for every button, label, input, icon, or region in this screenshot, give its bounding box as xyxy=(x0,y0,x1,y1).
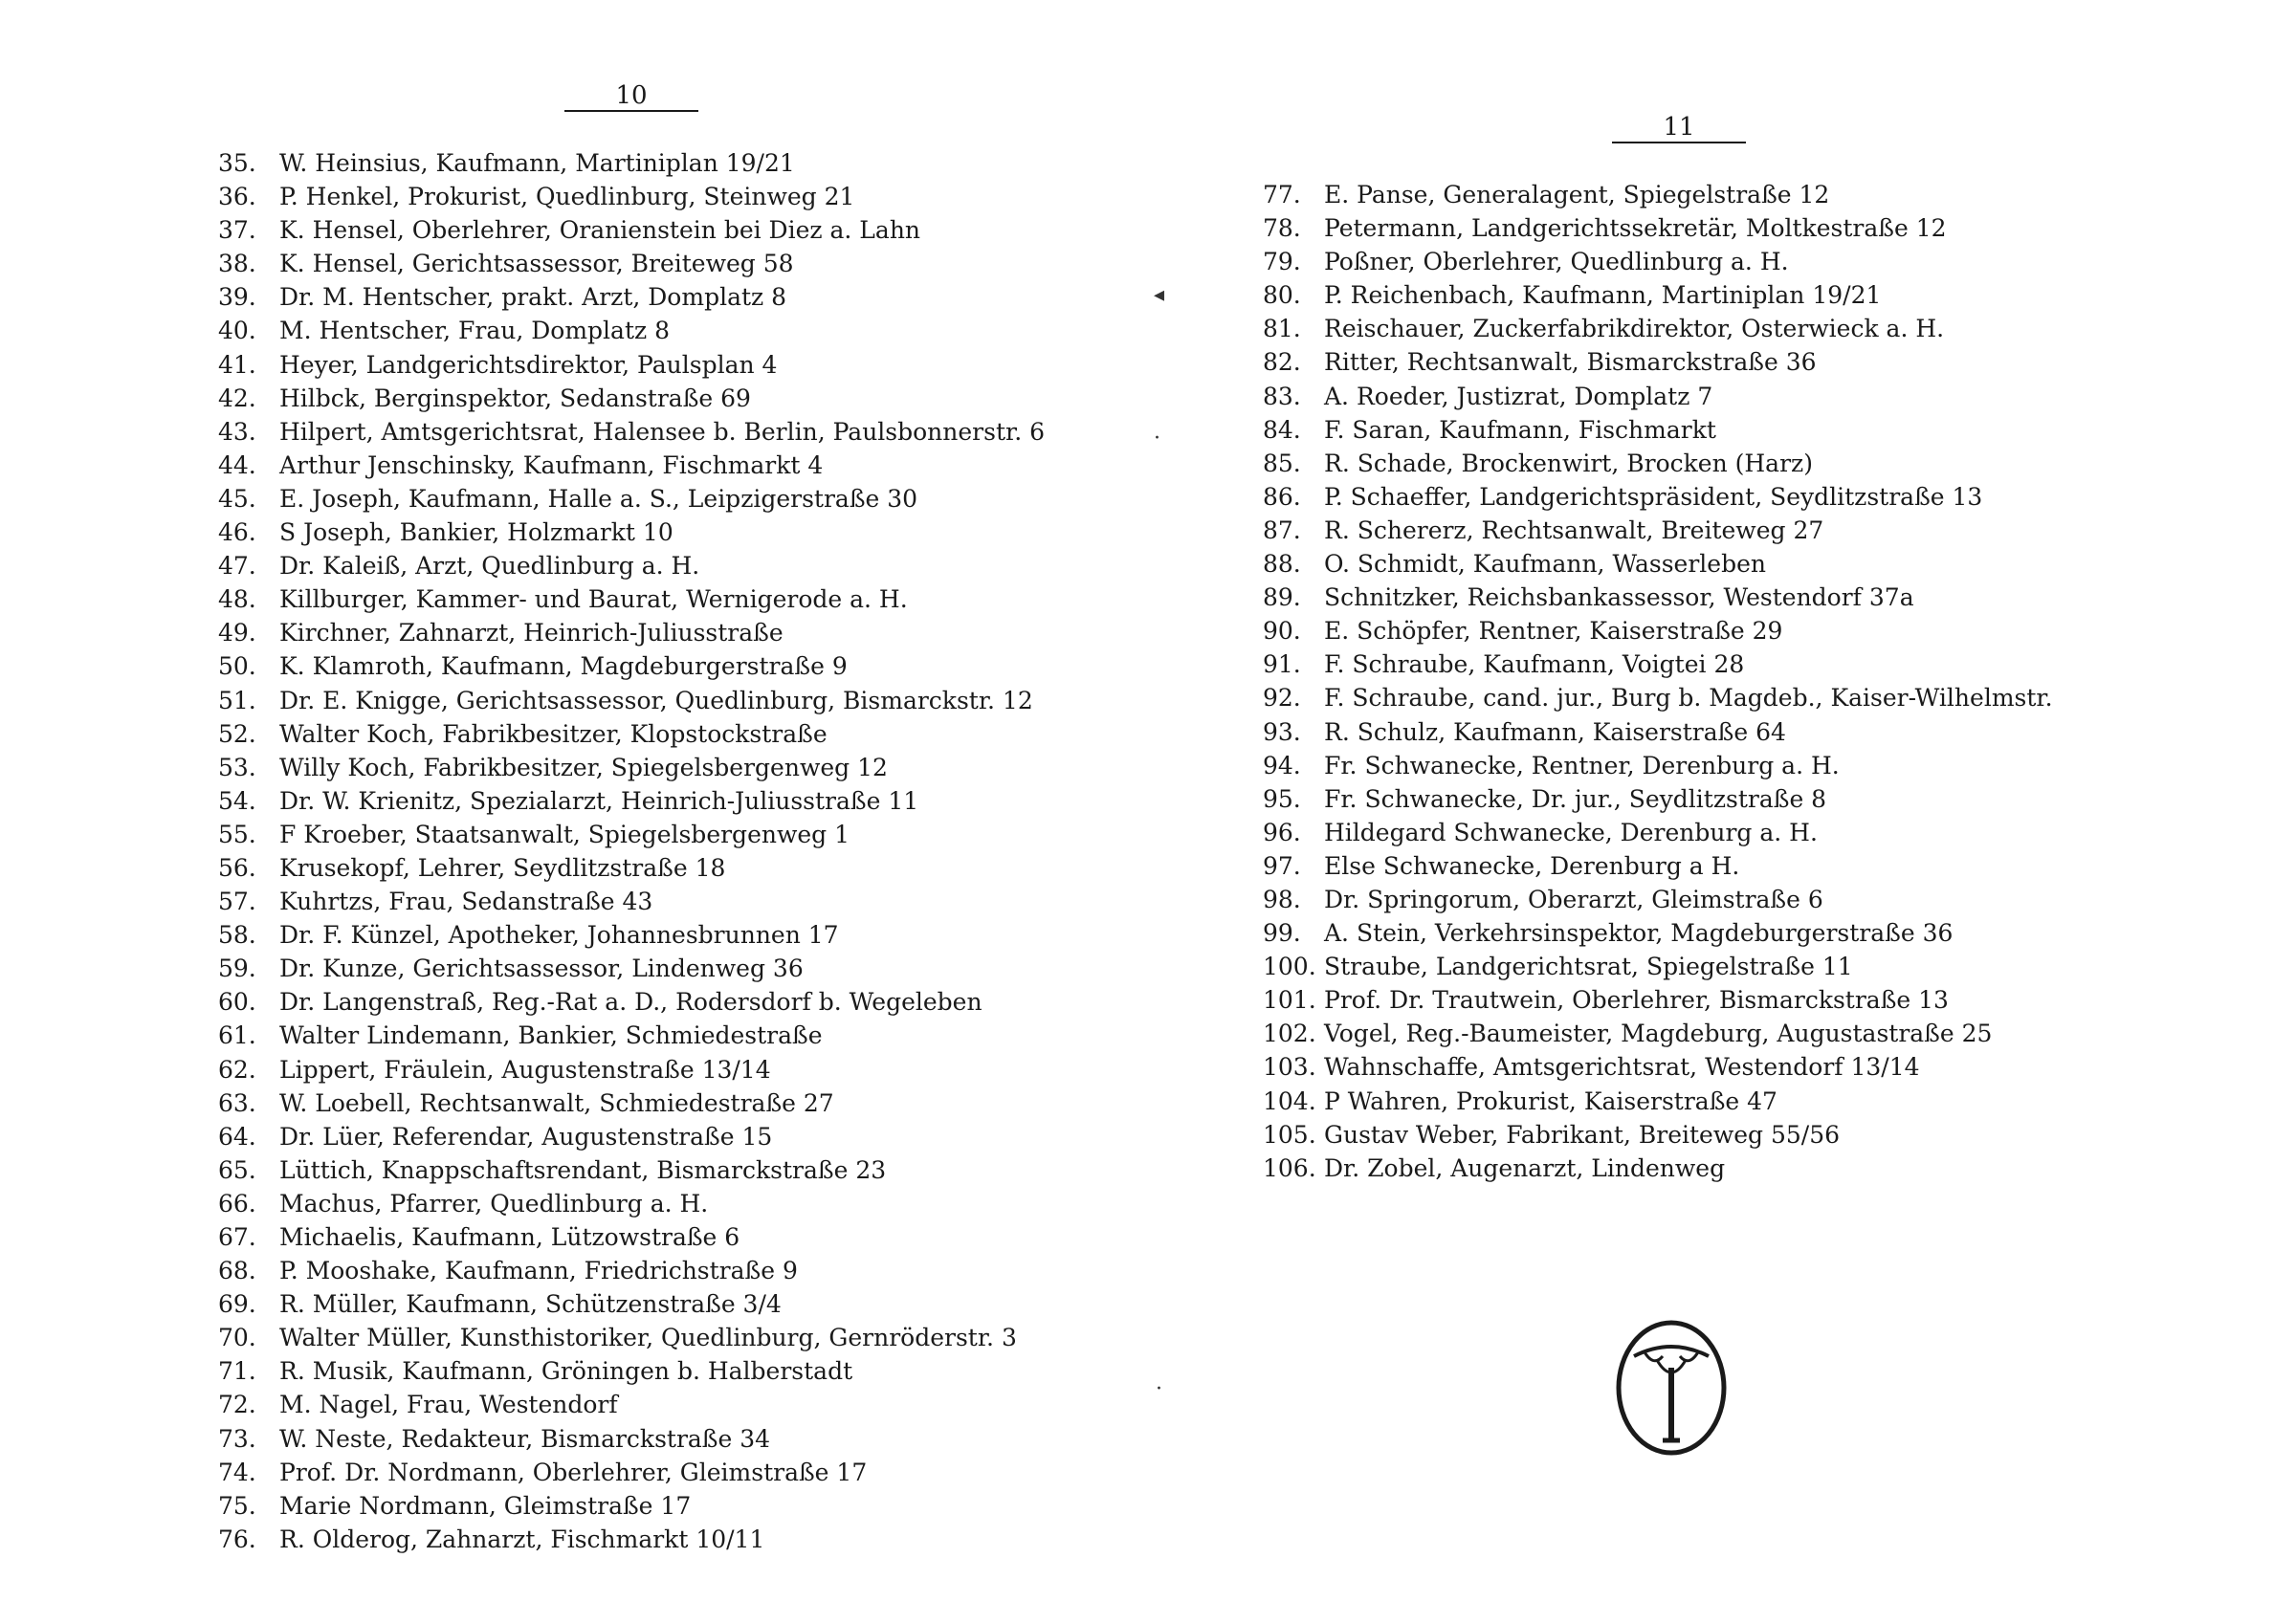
entry-text: Lüttich, Knappschaftsrendant, Bismarckstraße 23 xyxy=(279,1155,887,1184)
entry-number: 97. xyxy=(1263,851,1301,880)
list-item xyxy=(218,1153,1127,1187)
entry-text: R. Musik, Kaufmann, Gröningen b. Halberstadt xyxy=(279,1357,853,1386)
list-item xyxy=(218,549,1127,582)
list-item xyxy=(218,952,1127,985)
entry-text: Prof. Dr. Nordmann, Oberlehrer, Gleimstraße 17 xyxy=(279,1458,868,1486)
entry-number: 54. xyxy=(218,786,256,815)
list-item xyxy=(218,1523,1127,1556)
entry-number: 100. xyxy=(1263,953,1316,981)
member-list-right xyxy=(1263,178,2277,1185)
entry-text: M. Nagel, Frau, Westendorf xyxy=(279,1391,618,1419)
list-item xyxy=(218,918,1127,952)
list-item xyxy=(1263,211,2277,245)
entry-text: K. Hensel, Oberlehrer, Oranienstein bei Diez a. Lahn xyxy=(279,216,921,245)
entry-text: S Joseph, Bankier, Holzmarkt 10 xyxy=(279,518,673,547)
entry-text: Walter Koch, Fabrikbesitzer, Klopstockstraße xyxy=(279,719,828,748)
entry-number: 58. xyxy=(218,921,256,950)
list-item xyxy=(1263,883,2277,916)
list-item xyxy=(218,1086,1127,1120)
list-item xyxy=(218,751,1127,784)
entry-text: F Kroeber, Staatsanwalt, Spiegelsbergenweg 1 xyxy=(279,820,850,848)
entry-text: Lippert, Fräulein, Augustenstraße 13/14 xyxy=(279,1055,771,1084)
entry-number: 84. xyxy=(1263,415,1301,444)
entry-number: 45. xyxy=(218,484,256,513)
list-item xyxy=(1263,715,2277,749)
entry-text: Dr. Kaleiß, Arzt, Quedlinburg a. H. xyxy=(279,552,700,581)
entry-number: 72. xyxy=(218,1391,256,1419)
entry-text: Michaelis, Kaufmann, Lützowstraße 6 xyxy=(279,1223,740,1251)
entry-text: Dr. E. Knigge, Gerichtsassessor, Quedlinburg, Bismarckstr. 12 xyxy=(279,686,1033,714)
entry-number: 86. xyxy=(1263,482,1301,511)
gutter-mark: ◂ xyxy=(1154,283,1165,307)
list-item xyxy=(218,985,1127,1019)
list-item xyxy=(1263,647,2277,681)
entry-text: Arthur Jenschinsky, Kaufmann, Fischmarkt 4 xyxy=(279,450,824,479)
entry-text: Prof. Dr. Trautwein, Oberlehrer, Bismarckstraße 13 xyxy=(1324,986,1949,1015)
entry-text: Hildegard Schwanecke, Derenburg a. H. xyxy=(1324,818,1818,846)
list-item xyxy=(218,784,1127,818)
list-item xyxy=(218,348,1127,382)
list-item xyxy=(1263,782,2277,816)
entry-number: 76. xyxy=(218,1525,256,1553)
entry-text: Walter Müller, Kunsthistoriker, Quedlinburg, Gernröderstr. 3 xyxy=(279,1324,1017,1352)
list-item xyxy=(1263,245,2277,278)
entry-text: E. Joseph, Kaufmann, Halle a. S., Leipzigerstraße 30 xyxy=(279,484,918,513)
entry-number: 92. xyxy=(1263,684,1301,713)
list-item xyxy=(1263,916,2277,950)
entry-number: 96. xyxy=(1263,818,1301,846)
entry-number: 37. xyxy=(218,216,256,245)
list-item xyxy=(218,649,1127,683)
entry-number: 48. xyxy=(218,585,256,614)
entry-number: 60. xyxy=(218,988,256,1017)
entry-number: 75. xyxy=(218,1491,256,1520)
entry-number: 83. xyxy=(1263,382,1301,410)
entry-text: Ritter, Rechtsanwalt, Bismarckstraße 36 xyxy=(1324,348,1817,377)
list-item xyxy=(1263,816,2277,849)
entry-number: 62. xyxy=(218,1055,256,1084)
entry-number: 80. xyxy=(1263,281,1301,310)
entry-number: 41. xyxy=(218,350,256,379)
list-item xyxy=(218,482,1127,516)
entry-text: Hilpert, Amtsgerichtsrat, Halensee b. Berlin, Paulsbonnerstr. 6 xyxy=(279,417,1046,446)
entry-text: R. Schulz, Kaufmann, Kaiserstraße 64 xyxy=(1324,717,1786,746)
list-item xyxy=(1263,278,2277,312)
entry-number: 52. xyxy=(218,719,256,748)
entry-text: Fr. Schwanecke, Rentner, Derenburg a. H. xyxy=(1324,751,1840,779)
entry-text: R. Müller, Kaufmann, Schützenstraße 3/4 xyxy=(279,1290,782,1319)
entry-text: Dr. Kunze, Gerichtsassessor, Lindenweg 36 xyxy=(279,955,804,983)
list-item xyxy=(1263,178,2277,211)
list-item xyxy=(218,247,1127,280)
entry-number: 71. xyxy=(218,1357,256,1386)
entry-text: Reischauer, Zuckerfabrikdirektor, Osterwieck a. H. xyxy=(1324,315,1945,343)
list-item xyxy=(218,1354,1127,1388)
entry-text: P. Henkel, Prokurist, Quedlinburg, Steinweg 21 xyxy=(279,183,855,211)
list-item xyxy=(218,449,1127,482)
entry-text: P Wahren, Prokurist, Kaiserstraße 47 xyxy=(1324,1086,1777,1115)
entry-text: Petermann, Landgerichtssekretär, Moltkestraße 12 xyxy=(1324,214,1947,243)
entry-text: Schnitzker, Reichsbankassessor, Westendorf 37a xyxy=(1324,583,1914,612)
entry-number: 79. xyxy=(1263,248,1301,276)
list-item xyxy=(218,1287,1127,1321)
list-item xyxy=(1263,380,2277,413)
entry-number: 43. xyxy=(218,417,256,446)
entry-number: 73. xyxy=(218,1424,256,1453)
entry-text: W. Neste, Redakteur, Bismarckstraße 34 xyxy=(279,1424,771,1453)
entry-number: 94. xyxy=(1263,751,1301,779)
entry-number: 81. xyxy=(1263,315,1301,343)
page-number-right: 11 xyxy=(1612,113,1746,143)
entry-number: 44. xyxy=(218,450,256,479)
list-item xyxy=(218,1422,1127,1456)
list-item xyxy=(218,818,1127,851)
entry-text: K. Hensel, Gerichtsassessor, Breiteweg 58 xyxy=(279,250,794,278)
list-item xyxy=(218,1489,1127,1523)
entry-number: 47. xyxy=(218,552,256,581)
entry-text: Kirchner, Zahnarzt, Heinrich-Juliusstraße xyxy=(279,619,784,647)
list-item xyxy=(218,382,1127,415)
entry-text: P. Reichenbach, Kaufmann, Martiniplan 19/21 xyxy=(1324,281,1882,310)
list-item xyxy=(218,851,1127,885)
list-item xyxy=(1263,950,2277,983)
entry-text: R. Olderog, Zahnarzt, Fischmarkt 10/11 xyxy=(279,1525,765,1553)
entry-number: 89. xyxy=(1263,583,1301,612)
list-item xyxy=(218,1321,1127,1354)
entry-number: 51. xyxy=(218,686,256,714)
entry-number: 101. xyxy=(1263,986,1316,1015)
list-item xyxy=(218,314,1127,347)
entry-number: 35. xyxy=(218,149,256,177)
entry-text: Marie Nordmann, Gleimstraße 17 xyxy=(279,1491,692,1520)
printer-logo-icon xyxy=(1615,1318,1728,1458)
gutter-mark: · xyxy=(1154,427,1160,450)
entry-text: Dr. F. Künzel, Apotheker, Johannesbrunnen 17 xyxy=(279,921,839,950)
entry-number: 63. xyxy=(218,1088,256,1117)
entry-number: 65. xyxy=(218,1155,256,1184)
entry-text: Poßner, Oberlehrer, Quedlinburg a. H. xyxy=(1324,248,1789,276)
entry-number: 64. xyxy=(218,1122,256,1151)
entry-text: A. Stein, Verkehrsinspektor, Magdeburgerstraße 36 xyxy=(1324,919,1954,948)
entry-text: R. Schade, Brockenwirt, Brocken (Harz) xyxy=(1324,449,1813,477)
entry-number: 40. xyxy=(218,317,256,345)
entry-number: 57. xyxy=(218,888,256,916)
entry-number: 49. xyxy=(218,619,256,647)
list-item xyxy=(218,213,1127,247)
list-item xyxy=(1263,1085,2277,1118)
list-item xyxy=(218,180,1127,213)
entry-text: F. Saran, Kaufmann, Fischmarkt xyxy=(1324,415,1716,444)
entry-number: 59. xyxy=(218,955,256,983)
entry-text: Dr. Zobel, Augenarzt, Lindenweg xyxy=(1324,1153,1726,1182)
list-item xyxy=(218,684,1127,717)
page-number-left: 10 xyxy=(564,81,698,112)
list-item xyxy=(218,1220,1127,1254)
entry-number: 106. xyxy=(1263,1153,1316,1182)
entry-number: 50. xyxy=(218,652,256,681)
entry-number: 91. xyxy=(1263,650,1301,679)
list-item xyxy=(1263,1152,2277,1185)
entry-number: 77. xyxy=(1263,181,1301,208)
list-item xyxy=(1263,480,2277,514)
entry-number: 39. xyxy=(218,283,256,312)
entry-text: Walter Lindemann, Bankier, Schmiedestraße xyxy=(279,1021,823,1050)
entry-number: 36. xyxy=(218,183,256,211)
entry-number: 93. xyxy=(1263,717,1301,746)
gutter-mark: · xyxy=(1156,1377,1162,1401)
entry-number: 53. xyxy=(218,753,256,781)
list-item xyxy=(218,146,1127,180)
list-item xyxy=(1263,581,2277,614)
entry-number: 78. xyxy=(1263,214,1301,243)
list-item xyxy=(218,415,1127,449)
entry-text: O. Schmidt, Kaufmann, Wasserleben xyxy=(1324,550,1766,579)
entry-text: Gustav Weber, Fabrikant, Breiteweg 55/56 xyxy=(1324,1120,1841,1149)
list-item xyxy=(1263,1050,2277,1084)
list-item xyxy=(218,1053,1127,1086)
list-item xyxy=(1263,447,2277,480)
list-item xyxy=(1263,681,2277,714)
entry-number: 66. xyxy=(218,1189,256,1218)
entry-text: Hilbck, Berginspektor, Sedanstraße 69 xyxy=(279,384,751,412)
entry-text: Dr. Lüer, Referendar, Augustenstraße 15 xyxy=(279,1122,773,1151)
entry-number: 46. xyxy=(218,518,256,547)
list-item xyxy=(218,885,1127,918)
entry-number: 56. xyxy=(218,853,256,882)
entry-text: Dr. W. Krienitz, Spezialarzt, Heinrich-Juliusstraße 11 xyxy=(279,786,919,815)
entry-text: W. Loebell, Rechtsanwalt, Schmiedestraße 27 xyxy=(279,1088,834,1117)
entry-number: 68. xyxy=(218,1257,256,1285)
list-item xyxy=(1263,1118,2277,1152)
list-item xyxy=(218,1120,1127,1153)
list-item xyxy=(218,1388,1127,1421)
entry-number: 74. xyxy=(218,1458,256,1486)
entry-text: Krusekopf, Lehrer, Seydlitzstraße 18 xyxy=(279,853,726,882)
list-item xyxy=(1263,1017,2277,1050)
list-item xyxy=(218,1019,1127,1052)
entry-number: 70. xyxy=(218,1324,256,1352)
list-item xyxy=(218,1254,1127,1287)
list-item xyxy=(218,1187,1127,1220)
entry-text: Dr. Springorum, Oberarzt, Gleimstraße 6 xyxy=(1324,885,1823,913)
entry-text: Wahnschaffe, Amtsgerichtsrat, Westendorf 13/14 xyxy=(1324,1053,1920,1082)
list-item xyxy=(218,280,1127,314)
list-item xyxy=(1263,983,2277,1017)
entry-number: 55. xyxy=(218,820,256,848)
entry-text: E. Panse, Generalagent, Spiegelstraße 12 xyxy=(1324,181,1830,208)
entry-number: 102. xyxy=(1263,1020,1316,1048)
entry-text: Else Schwanecke, Derenburg a H. xyxy=(1324,851,1740,880)
entry-text: Heyer, Landgerichtsdirektor, Paulsplan 4 xyxy=(279,350,778,379)
entry-text: M. Hentscher, Frau, Domplatz 8 xyxy=(279,317,671,345)
entry-number: 88. xyxy=(1263,550,1301,579)
entry-number: 95. xyxy=(1263,784,1301,813)
list-item xyxy=(1263,514,2277,547)
entry-text: A. Roeder, Justizrat, Domplatz 7 xyxy=(1324,382,1713,410)
entry-text: Fr. Schwanecke, Dr. jur., Seydlitzstraße 8 xyxy=(1324,784,1827,813)
list-item xyxy=(1263,749,2277,782)
list-item xyxy=(1263,312,2277,345)
list-item xyxy=(218,1456,1127,1489)
entry-number: 99. xyxy=(1263,919,1301,948)
entry-text: R. Schererz, Rechtsanwalt, Breiteweg 27 xyxy=(1324,516,1824,544)
list-item xyxy=(1263,413,2277,447)
entry-number: 103. xyxy=(1263,1053,1316,1082)
entry-number: 90. xyxy=(1263,617,1301,646)
entry-text: E. Schöpfer, Rentner, Kaiserstraße 29 xyxy=(1324,617,1783,646)
entry-number: 61. xyxy=(218,1021,256,1050)
entry-number: 38. xyxy=(218,250,256,278)
entry-text: Dr. M. Hentscher, prakt. Arzt, Domplatz 8 xyxy=(279,283,787,312)
entry-text: P. Schaeffer, Landgerichtspräsident, Seydlitzstraße 13 xyxy=(1324,482,1983,511)
entry-text: Dr. Langenstraß, Reg.-Rat a. D., Rodersdorf b. Wegeleben xyxy=(279,988,982,1017)
entry-number: 42. xyxy=(218,384,256,412)
entry-text: F. Schraube, cand. jur., Burg b. Magdeb., Kaiser-Wilhelmstr. xyxy=(1324,684,2053,713)
entry-number: 87. xyxy=(1263,516,1301,544)
entry-text: P. Mooshake, Kaufmann, Friedrichstraße 9 xyxy=(279,1257,798,1285)
list-item xyxy=(1263,345,2277,379)
entry-text: Kuhrtzs, Frau, Sedanstraße 43 xyxy=(279,888,653,916)
entry-text: Willy Koch, Fabrikbesitzer, Spiegelsbergenweg 12 xyxy=(279,753,888,781)
entry-number: 105. xyxy=(1263,1120,1316,1149)
entry-number: 85. xyxy=(1263,449,1301,477)
entry-number: 82. xyxy=(1263,348,1301,377)
entry-text: Straube, Landgerichtsrat, Spiegelstraße 11 xyxy=(1324,953,1853,981)
entry-text: K. Klamroth, Kaufmann, Magdeburgerstraße 9 xyxy=(279,652,848,681)
entry-number: 98. xyxy=(1263,885,1301,913)
entry-text: Vogel, Reg.-Baumeister, Magdeburg, Augustastraße 25 xyxy=(1324,1020,1993,1048)
list-item xyxy=(1263,614,2277,647)
entry-number: 69. xyxy=(218,1290,256,1319)
list-item xyxy=(218,582,1127,616)
list-item xyxy=(1263,849,2277,883)
entry-text: Machus, Pfarrer, Quedlinburg a. H. xyxy=(279,1189,709,1218)
member-list-left xyxy=(218,146,1127,1556)
entry-number: 104. xyxy=(1263,1086,1316,1115)
entry-text: W. Heinsius, Kaufmann, Martiniplan 19/21 xyxy=(279,149,795,177)
list-item xyxy=(218,516,1127,549)
list-item xyxy=(218,616,1127,649)
list-item xyxy=(218,717,1127,751)
entry-text: F. Schraube, Kaufmann, Voigtei 28 xyxy=(1324,650,1745,679)
list-item xyxy=(1263,547,2277,581)
entry-number: 67. xyxy=(218,1223,256,1251)
entry-text: Killburger, Kammer- und Baurat, Wernigerode a. H. xyxy=(279,585,908,614)
